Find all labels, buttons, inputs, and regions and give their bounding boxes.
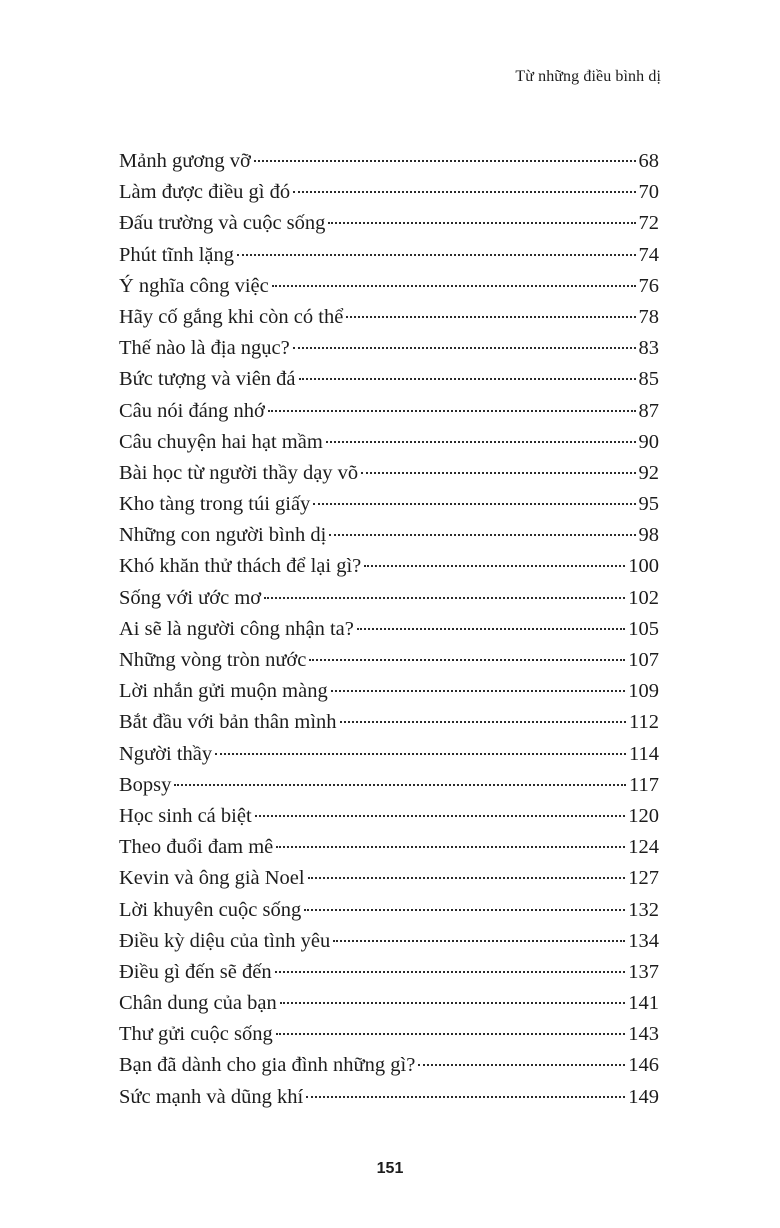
toc-dot-leader <box>275 971 626 973</box>
toc-entry <box>119 1019 659 1050</box>
toc-entry <box>119 271 659 302</box>
toc-dot-leader <box>237 254 635 256</box>
toc-entry <box>119 177 659 208</box>
toc-entry-page: 105 <box>628 617 659 640</box>
toc-dot-leader <box>306 1096 625 1098</box>
toc-dot-leader <box>328 222 635 224</box>
toc-entry-page: 83 <box>638 337 659 360</box>
toc-entry-title: Lời khuyên cuộc sống <box>119 898 302 921</box>
toc-entry <box>119 707 659 738</box>
toc-dot-leader <box>308 877 626 879</box>
toc-entry-page: 146 <box>628 1054 659 1077</box>
toc-entry <box>119 895 659 926</box>
running-header: Từ những điều bình dị <box>515 68 661 85</box>
toc-dot-leader <box>293 347 636 349</box>
toc-dot-leader <box>331 690 626 692</box>
toc-entry-title: Điều kỳ diệu của tình yêu <box>119 929 331 952</box>
toc-entry <box>119 489 659 520</box>
toc-entry-title: Lời nhắn gửi muộn màng <box>119 680 328 703</box>
toc-entry-page: 143 <box>628 1023 659 1046</box>
toc-entry <box>119 957 659 988</box>
toc-dot-leader <box>357 628 625 630</box>
toc-entry-title: Câu chuyện hai hạt mầm <box>119 430 323 453</box>
toc-entry-page: 87 <box>638 399 659 422</box>
toc-entry <box>119 1082 659 1113</box>
toc-entry-page: 72 <box>638 212 659 235</box>
toc-entry <box>119 208 659 239</box>
toc-entry <box>119 583 659 614</box>
table-of-contents <box>119 146 659 1113</box>
toc-dot-leader <box>215 753 626 755</box>
toc-entry-title: Mảnh gương vỡ <box>119 150 251 172</box>
toc-entry <box>119 739 659 770</box>
toc-dot-leader <box>299 378 636 380</box>
toc-entry-page: 132 <box>628 898 659 921</box>
toc-entry-page: 149 <box>628 1085 659 1108</box>
toc-entry <box>119 770 659 801</box>
toc-dot-leader <box>309 659 625 661</box>
toc-dot-leader <box>276 1033 626 1035</box>
toc-entry-title: Phút tĩnh lặng <box>119 243 235 266</box>
toc-entry <box>119 1050 659 1081</box>
toc-entry-page: 68 <box>638 150 659 172</box>
toc-entry-title: Làm được điều gì đó <box>119 181 291 204</box>
toc-entry-page: 109 <box>628 680 659 703</box>
toc-dot-leader <box>340 721 626 723</box>
toc-entry-page: 112 <box>629 711 659 734</box>
toc-entry-title: Bài học từ người thầy dạy võ <box>119 461 359 484</box>
toc-entry-page: 127 <box>628 867 659 890</box>
toc-entry <box>119 801 659 832</box>
toc-entry <box>119 520 659 551</box>
toc-entry-title: Ai sẽ là người công nhận ta? <box>119 617 354 640</box>
toc-dot-leader <box>333 940 625 942</box>
toc-entry-page: 107 <box>628 649 659 671</box>
toc-dot-leader <box>264 597 625 599</box>
toc-entry <box>119 364 659 395</box>
toc-entry <box>119 240 659 271</box>
toc-entry-page: 98 <box>638 524 659 547</box>
toc-entry-title: Người thầy <box>119 742 213 765</box>
toc-dot-leader <box>304 909 625 911</box>
toc-entry-page: 102 <box>628 586 659 609</box>
toc-entry-title: Học sinh cá biệt <box>119 804 252 827</box>
toc-entry-page: 78 <box>638 305 659 328</box>
toc-entry-page: 85 <box>638 368 659 391</box>
toc-entry-title: Bắt đầu với bản thân mình <box>119 711 337 734</box>
toc-dot-leader <box>346 316 635 318</box>
toc-entry-title: Kevin và ông già Noel <box>119 867 305 890</box>
toc-entry-title: Những vòng tròn nước <box>119 649 307 671</box>
toc-dot-leader <box>418 1064 625 1066</box>
toc-entry-page: 74 <box>638 243 659 266</box>
toc-dot-leader <box>329 534 635 536</box>
toc-entry-title: Kho tàng trong túi giấy <box>119 493 311 516</box>
toc-dot-leader <box>326 441 636 443</box>
toc-dot-leader <box>361 472 635 474</box>
toc-entry <box>119 988 659 1019</box>
toc-entry <box>119 832 659 863</box>
toc-entry-page: 117 <box>629 773 659 796</box>
toc-dot-leader <box>272 285 636 287</box>
toc-entry-title: Thư gửi cuộc sống <box>119 1023 273 1046</box>
toc-entry-title: Điều gì đến sẽ đến <box>119 960 272 983</box>
toc-entry <box>119 333 659 364</box>
toc-entry-title: Chân dung của bạn <box>119 992 277 1015</box>
toc-entry <box>119 146 659 177</box>
toc-entry-page: 120 <box>628 804 659 827</box>
toc-entry-page: 137 <box>628 960 659 983</box>
toc-entry-page: 92 <box>638 461 659 484</box>
toc-entry-page: 134 <box>628 929 659 952</box>
toc-entry-title: Câu nói đáng nhớ <box>119 399 265 422</box>
toc-entry-page: 76 <box>638 274 659 297</box>
toc-entry-page: 95 <box>638 493 659 516</box>
toc-entry <box>119 427 659 458</box>
toc-entry-title: Những con người bình dị <box>119 524 327 547</box>
toc-dot-leader <box>280 1002 626 1004</box>
toc-entry <box>119 863 659 894</box>
toc-entry-title: Bạn đã dành cho gia đình những gì? <box>119 1054 416 1077</box>
toc-entry-title: Theo đuổi đam mê <box>119 836 274 859</box>
toc-entry <box>119 676 659 707</box>
toc-entry-title: Sống với ước mơ <box>119 586 262 609</box>
toc-dot-leader <box>255 815 626 817</box>
toc-entry <box>119 614 659 645</box>
toc-entry-title: Hãy cố gắng khi còn có thể <box>119 305 344 328</box>
toc-dot-leader <box>276 846 625 848</box>
toc-entry-title: Ý nghĩa công việc <box>119 274 269 297</box>
toc-entry-title: Đấu trường và cuộc sống <box>119 212 326 235</box>
toc-entry <box>119 551 659 582</box>
toc-entry-title: Thế nào là địa ngục? <box>119 337 290 360</box>
page-number: 151 <box>376 1160 404 1177</box>
toc-dot-leader <box>313 503 635 505</box>
toc-entry <box>119 302 659 333</box>
toc-entry <box>119 926 659 957</box>
toc-dot-leader <box>268 410 636 412</box>
toc-entry-title: Bopsy <box>119 773 172 796</box>
toc-dot-leader <box>364 565 625 567</box>
toc-entry-page: 114 <box>629 742 659 765</box>
toc-entry-page: 70 <box>638 181 659 204</box>
toc-entry-page: 141 <box>628 992 659 1015</box>
toc-dot-leader <box>293 191 635 193</box>
toc-entry-page: 124 <box>628 836 659 859</box>
toc-dot-leader <box>174 784 626 786</box>
toc-entry-page: 90 <box>638 430 659 453</box>
toc-entry-page: 100 <box>628 555 659 578</box>
toc-entry <box>119 458 659 489</box>
toc-entry <box>119 645 659 676</box>
toc-entry-title: Khó khăn thử thách để lại gì? <box>119 555 362 578</box>
toc-dot-leader <box>254 160 636 162</box>
toc-entry <box>119 396 659 427</box>
toc-entry-title: Sức mạnh và dũng khí <box>119 1085 304 1108</box>
toc-entry-title: Bức tượng và viên đá <box>119 368 296 391</box>
